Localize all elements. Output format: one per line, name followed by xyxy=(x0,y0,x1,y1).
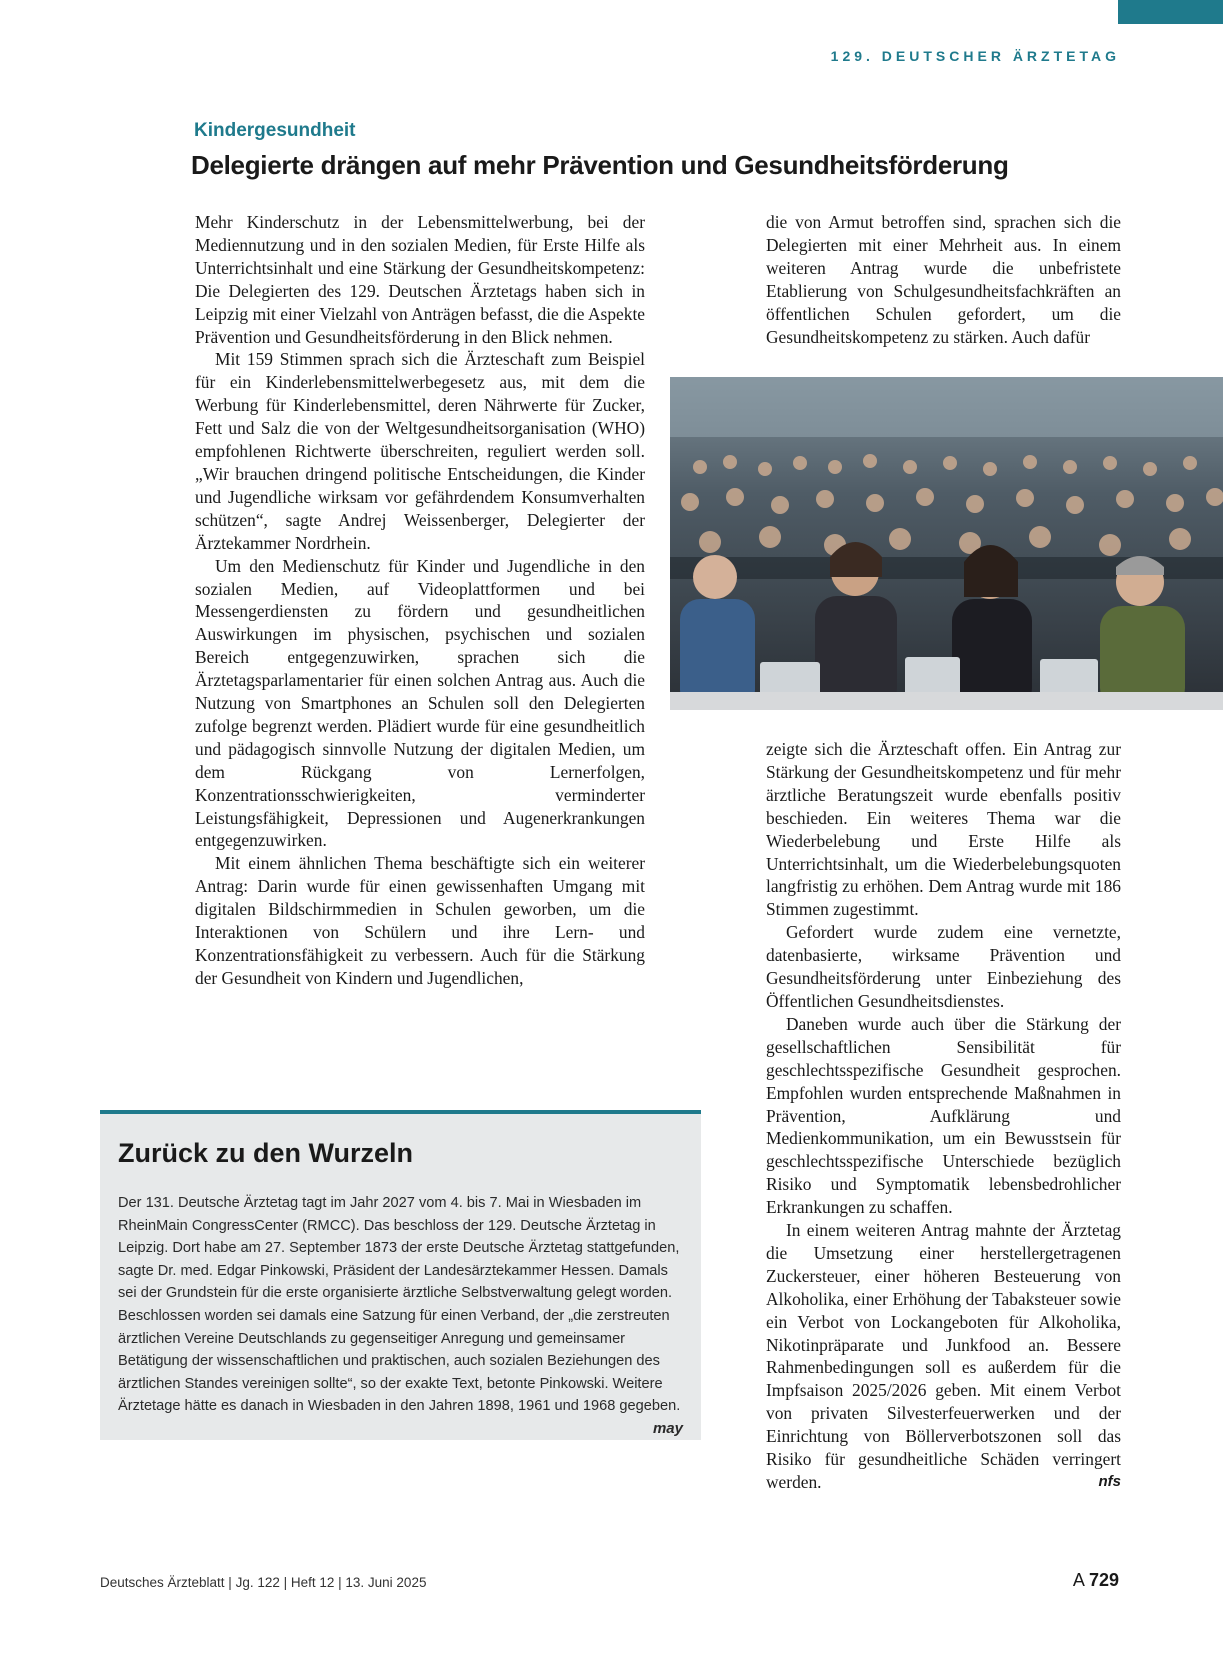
article-headline: Delegierte drängen auf mehr Prävention und Gesundheitsförderung xyxy=(191,150,1009,180)
info-box-body: Der 131. Deutsche Ärztetag tagt im Jahr 2027 vom 4. bis 7. Mai in Wiesbaden im RheinMain CongressCenter (RMCC). Das beschloss der 129. Deutsche Ärztetag in Leipzig. Dort habe am 27. September 1873 der erste Deutsche Ärztetag stattgefunden, sagte Dr. med. Edgar Pinkowski, Präsident der Landesärztekammer Hessen. Damals sei der Grundstein für die erste organisierte ärztliche Selbstverwaltung gelegt worden. Beschlossen worden sei damals eine Satzung für einen Verband, der „die zerstreuten ärztlichen Vereine Deutschlands zu gegenseitiger Anregung und gemeinsamer Betätigung der wissenschaftlichen und praktischen, auch sozialen Beziehungen des ärztlichen Standes vereinigen sollte“, so der exakte Text, betonte Pinkowski. Weitere Ärztetage hätte es danach in Wiesbaden in den Jahren 1898, 1961 und 1968 gegeben. xyxy=(118,1195,681,1415)
author-signature: nfs xyxy=(1098,1473,1121,1490)
info-box-signature: may xyxy=(652,1419,683,1437)
header-accent-bar xyxy=(1118,0,1223,24)
paragraph: Um den Medienschutz für Kinder und Jugendliche in den sozialen Medien, auf Videoplattformen und bei Messengerdiensten zu fördern und gesundheitlichen Auswirkungen im physischen, psychischen und sozialen Bereich entgegenzuwirken, sprachen sich die Ärztetagsparlamentarier für einen solchen Antrag aus. Auch die Nutzung von Smartphones an Schulen soll den Delegierten zufolge begrenzt werden. Plädiert wurde für eine gesundheitlich und pädagogisch sinnvolle Nutzung der digitalen Medien, um dem Rückgang von Lernerfolgen, Konzentrationsschwierigkeiten, verminderter Leistungsfähigkeit, Depressionen und Augenerkrankungen entgegenzuwirken. xyxy=(195,555,645,851)
info-box-text xyxy=(118,1192,683,1441)
paragraph xyxy=(766,1219,1121,1494)
paragraph: Daneben wurde auch über die Stärkung der gesellschaftlichen Sensibilität für geschlechtsspezifische Gesundheit gesprochen. Empfohlen wurden entsprechende Maßnahmen in Prävention, Aufklärung und Medienkommunikation, um ein Bewusstsein für geschlechtsspezifische Unterschiede bezüglich Risiko und Symptomatik lebensbedrohlicher Erkrankungen zu schaffen. xyxy=(766,1013,1121,1218)
page-prefix: A xyxy=(1072,1570,1084,1590)
paragraph: Gefordert wurde zudem eine vernetzte, datenbasierte, wirksame Prävention und Gesundheitsförderung unter Einbeziehung des Öffentlichen Gesundheitsdienstes. xyxy=(766,922,1121,1011)
page-number-value: 729 xyxy=(1088,1570,1119,1590)
page-number xyxy=(1073,1570,1119,1591)
paragraph-text: In einem weiteren Antrag mahnte der Ärztetag die Umsetzung einer herstellergetragenen Zuckersteuer, einer höheren Besteuerung von Alkoholika, einer Erhöhung der Tabaksteuer sowie ein Verbot von Lockangeboten für Alkoholika, Nikotinpräparate und Junkfood an. Bessere Rahmenbedingungen soll es außerdem für die Impfsaison 2025/2026 geben. Mit einem Verbot von privaten Silvesterfeuerwerken und der Einrichtung von Böllerverbotszonen soll das Risiko für gesundheitliche Schäden verringert werden. xyxy=(766,1220,1121,1492)
info-box xyxy=(100,1110,701,1440)
paragraph: Mehr Kinderschutz in der Lebensmittelwerbung, bei der Mediennutzung und in den sozialen Medien, für Erste Hilfe als Unterrichtsinhalt und eine Stärkung der Gesundheitskompetenz: Die Delegierten des 129. Deutschen Ärztetags haben sich in Leipzig mit einer Vielzahl von Anträgen befasst, die die Aspekte Prävention und Gesundheitsförderung in den Blick nehmen. xyxy=(195,212,645,347)
paragraph: zeigte sich die Ärzteschaft offen. Ein Antrag zur Stärkung der Gesundheitskompetenz und für mehr ärztliche Beratungszeit wurde ebenfalls positiv beschieden. Ein weiteres Thema war die Wiederbelebung und Erste Hilfe als Unterrichtsinhalt, um die Wiederbelebungsquoten langfristig zu erhöhen. Dem Antrag wurde mit 186 Stimmen zugestimmt. xyxy=(766,739,1121,920)
article-column-right-top xyxy=(766,211,1121,348)
paragraph: Mit einem ähnlichen Thema beschäftigte sich ein weiterer Antrag: Darin wurde für einen gewissenhaften Umgang mit digitalen Bildschirmmedien in Schulen geworben, um die Interaktionen von Schülern und ihre Lern- und Konzentrationsfähigkeit zu verbessern. Auch für die Stärkung der Gesundheit von Kindern und Jugendlichen, xyxy=(195,853,645,988)
running-head: 129. DEUTSCHER ÄRZTETAG xyxy=(830,48,1120,64)
article-column-right-bottom xyxy=(766,738,1121,1494)
info-box-title: Zurück zu den Wurzeln xyxy=(118,1138,414,1168)
paragraph: die von Armut betroffen sind, sprachen sich die Delegierten mit einer Mehrheit aus. In einem weiteren Antrag wurde die unbefristete Etablierung von Schulgesundheitsfachkräften an öffentlichen Schulen gefordert, um die Gesundheitskompetenz zu stärken. Auch dafür xyxy=(766,212,1121,347)
article-kicker: Kindergesundheit xyxy=(194,120,356,141)
delegates-photo xyxy=(670,377,1223,710)
paragraph: Mit 159 Stimmen sprach sich die Ärzteschaft zum Beispiel für ein Kinderlebensmittelwerbegesetz aus, mit dem die Werbung für Kinderlebensmittel, deren Nährwerte für Zucker, Fett und Salz die von der Weltgesundheitsorganisation (WHO) empfohlenen Richtwerte überschreiten, reguliert werden soll. „Wir brauchen dringend politische Entscheidungen, die Kinder und Jugendliche wirksam vor gefährdendem Konsumverhalten schützen“, sagte Andrej Weissenberger, Delegierter der Ärztekammer Nordrhein. xyxy=(195,349,645,553)
article-column-left xyxy=(195,211,645,990)
footer-citation: Deutsches Ärzteblatt | Jg. 122 | Heft 12 | 13. Juni 2025 xyxy=(100,1575,427,1590)
